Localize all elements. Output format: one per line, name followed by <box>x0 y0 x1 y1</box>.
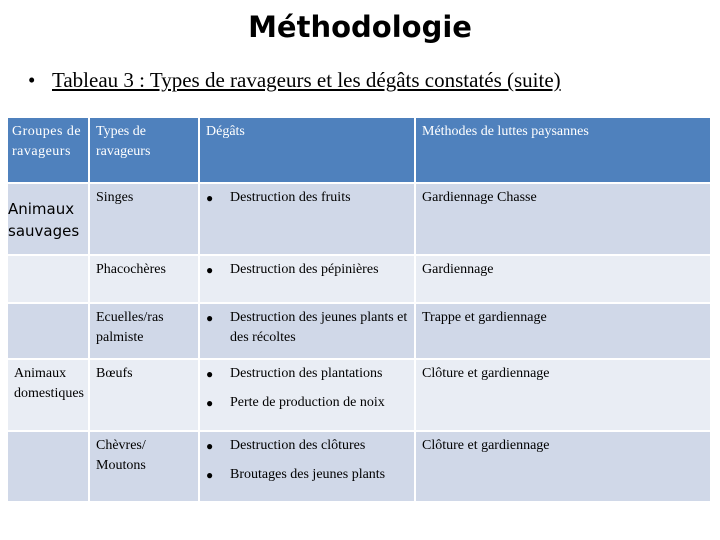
group-cell-empty <box>8 430 88 501</box>
group-cell-empty <box>8 302 88 358</box>
group-cell-empty <box>8 254 88 302</box>
damages-cell <box>198 358 414 430</box>
bullet-icon: • <box>28 68 36 92</box>
damage-item: ● Perte de production de noix <box>206 393 408 413</box>
type-cell: Singes <box>88 182 198 254</box>
bullet-icon: ● <box>206 468 214 482</box>
bullet-icon: ● <box>206 311 214 325</box>
methods-cell: Gardiennage Chasse <box>414 182 710 254</box>
bullet-icon: ● <box>206 367 214 381</box>
bullet-icon: ● <box>206 396 214 410</box>
header-damages: Dégâts <box>198 118 414 182</box>
header-groups: Groupes de ravageurs <box>8 118 88 182</box>
type-cell: Bœufs <box>88 358 198 430</box>
bullet-icon: ● <box>206 191 214 205</box>
type-cell: Phacochères <box>88 254 198 302</box>
methods-cell: Clôture et gardiennage <box>414 358 710 430</box>
damage-item: ● Destruction des plantations <box>206 364 408 384</box>
damages-cell <box>198 302 414 358</box>
damages-cell <box>198 430 414 501</box>
methods-cell: Clôture et gardiennage <box>414 430 710 501</box>
table-caption <box>28 68 561 93</box>
bullet-icon: ● <box>206 263 214 277</box>
group-cell-domestic: Animaux domestiques <box>8 358 88 430</box>
group-cell-wild: Animaux sauvages <box>8 182 88 254</box>
damage-item: ● Destruction des pépinières <box>206 260 408 280</box>
methods-cell: Trappe et gardiennage <box>414 302 710 358</box>
header-methods: Méthodes de luttes paysannes <box>414 118 710 182</box>
damage-item: ● Destruction des jeunes plants et des récoltes <box>206 310 408 345</box>
page-title: Méthodologie <box>248 10 472 44</box>
type-cell: Ecuelles/ras palmiste <box>88 302 198 358</box>
type-cell: Chèvres/ Moutons <box>88 430 198 501</box>
header-types: Types de ravageurs <box>88 118 198 182</box>
pest-table <box>8 118 710 501</box>
damage-item: ● Broutages des jeunes plants <box>206 465 408 485</box>
bullet-icon: ● <box>206 439 214 453</box>
methods-cell: Gardiennage <box>414 254 710 302</box>
damage-item: ● Destruction des clôtures <box>206 436 408 456</box>
damage-item: ● Destruction des fruits <box>206 188 408 208</box>
damages-cell <box>198 254 414 302</box>
damages-cell <box>198 182 414 254</box>
table-caption-text: Tableau 3 : Types de ravageurs et les dégâts constatés (suite) <box>52 68 561 92</box>
